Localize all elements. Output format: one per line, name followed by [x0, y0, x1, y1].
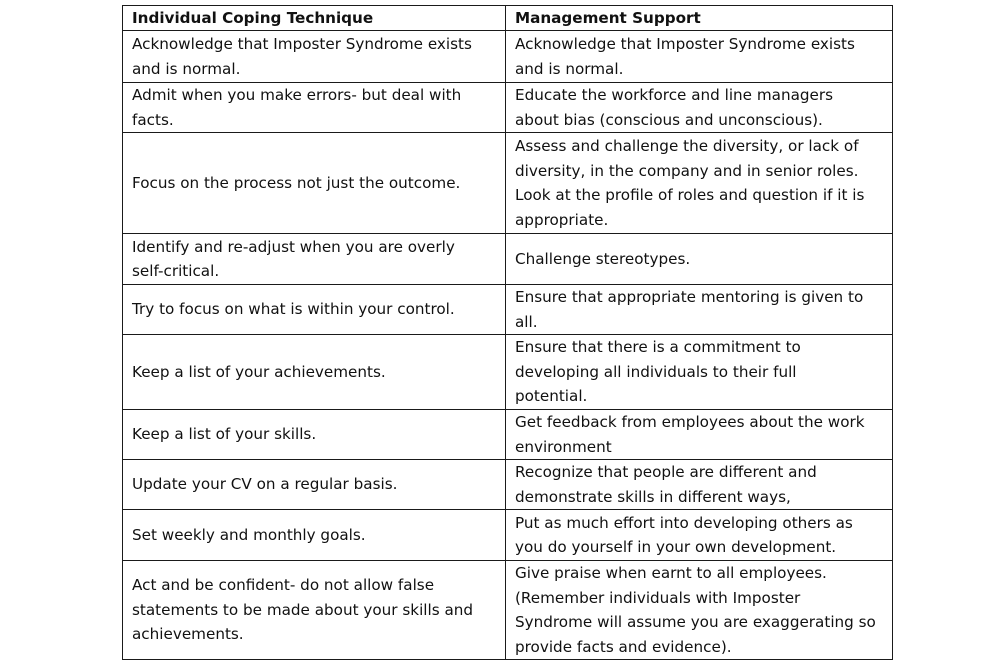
cell-text-line: Assess and challenge the diversity, or lack of	[515, 137, 859, 155]
header-individual-coping-technique: Individual Coping Technique	[123, 6, 506, 31]
coping-techniques-table	[122, 5, 893, 660]
management-support-cell	[506, 31, 893, 83]
cell-text-line: Get feedback from employees about the work	[515, 413, 865, 431]
cell-text-line: about bias (conscious and unconscious).	[515, 110, 823, 129]
cell-text-line: Recognize that people are different and	[515, 463, 817, 481]
table-row	[123, 410, 893, 460]
cell-text-line: Educate the workforce and line managers	[515, 86, 834, 104]
management-support-cell	[506, 285, 893, 335]
table-row	[123, 510, 893, 561]
management-support-cell	[506, 234, 893, 285]
cell-text-line: Give praise when earnt to all employees.	[515, 564, 827, 582]
cell-text-line: Syndrome will assume you are exaggerating so	[515, 613, 876, 631]
cell-text-line: Challenge stereotypes.	[515, 249, 691, 268]
cell-text-line: (Remember individuals with Imposter	[515, 588, 801, 607]
table-row	[123, 133, 893, 234]
individual-technique-cell	[123, 83, 506, 133]
table-row	[123, 460, 893, 510]
individual-technique-cell	[123, 234, 506, 285]
cell-text-line: Acknowledge that Imposter Syndrome exists	[132, 35, 472, 53]
management-support-cell	[506, 460, 893, 510]
cell-text-line: facts.	[132, 110, 174, 129]
cell-text-line: Keep a list of your achievements.	[132, 362, 386, 381]
individual-technique-cell	[123, 460, 506, 510]
cell-text-line: Identify and re-adjust when you are overly	[132, 237, 455, 256]
cell-text-line: developing all individuals to their full	[515, 362, 797, 381]
table-body	[123, 31, 893, 660]
cell-text-line: and is normal.	[515, 59, 624, 78]
management-support-cell	[506, 133, 893, 234]
cell-text-line: Put as much effort into developing others as	[515, 513, 853, 532]
management-support-cell	[506, 335, 893, 410]
cell-text-line: demonstrate skills in different ways,	[515, 487, 791, 506]
cell-text-line: statements to be made about your skills and	[132, 600, 474, 619]
individual-technique-cell	[123, 410, 506, 460]
table-row	[123, 285, 893, 335]
cell-text-line: Set weekly and monthly goals.	[132, 525, 366, 544]
cell-text-line: Ensure that appropriate mentoring is given to	[515, 288, 864, 306]
management-support-cell	[506, 410, 893, 460]
cell-text-line: Look at the profile of roles and question if it is	[515, 186, 865, 204]
individual-technique-cell	[123, 561, 506, 660]
individual-technique-cell	[123, 285, 506, 335]
table-row	[123, 83, 893, 133]
cell-text-line: Ensure that there is a commitment to	[515, 338, 801, 357]
individual-technique-cell	[123, 335, 506, 410]
cell-text-line: self-critical.	[132, 262, 220, 280]
management-support-cell	[506, 83, 893, 133]
cell-text-line: all.	[515, 312, 538, 331]
table-row	[123, 561, 893, 660]
cell-text-line: Admit when you make errors- but deal with	[132, 86, 462, 104]
cell-text-line: potential.	[515, 387, 588, 406]
table-row	[123, 335, 893, 410]
cell-text-line: environment	[515, 437, 612, 456]
individual-technique-cell	[123, 31, 506, 83]
header-management-support: Management Support	[506, 6, 893, 31]
header-row	[123, 6, 893, 31]
cell-text-line: Act and be confident- do not allow false	[132, 576, 435, 595]
cell-text-line: you do yourself in your own development.	[515, 538, 837, 556]
management-support-cell	[506, 561, 893, 660]
individual-technique-cell	[123, 510, 506, 561]
cell-text-line: achievements.	[132, 625, 244, 644]
cell-text-line: Try to focus on what is within your control.	[132, 300, 455, 319]
cell-text-line: Acknowledge that Imposter Syndrome exists	[515, 35, 855, 53]
cell-text-line: Keep a list of your skills.	[132, 425, 317, 444]
individual-technique-cell	[123, 133, 506, 234]
cell-text-line: Focus on the process not just the outcome.	[132, 173, 461, 192]
cell-text-line: provide facts and evidence).	[515, 637, 732, 656]
cell-text-line: and is normal.	[132, 59, 241, 78]
management-support-cell	[506, 510, 893, 561]
table-row	[123, 31, 893, 83]
cell-text-line: diversity, in the company and in senior roles.	[515, 161, 859, 180]
cell-text-line: appropriate.	[515, 210, 609, 229]
cell-text-line: Update your CV on a regular basis.	[132, 475, 398, 494]
table-row	[123, 234, 893, 285]
